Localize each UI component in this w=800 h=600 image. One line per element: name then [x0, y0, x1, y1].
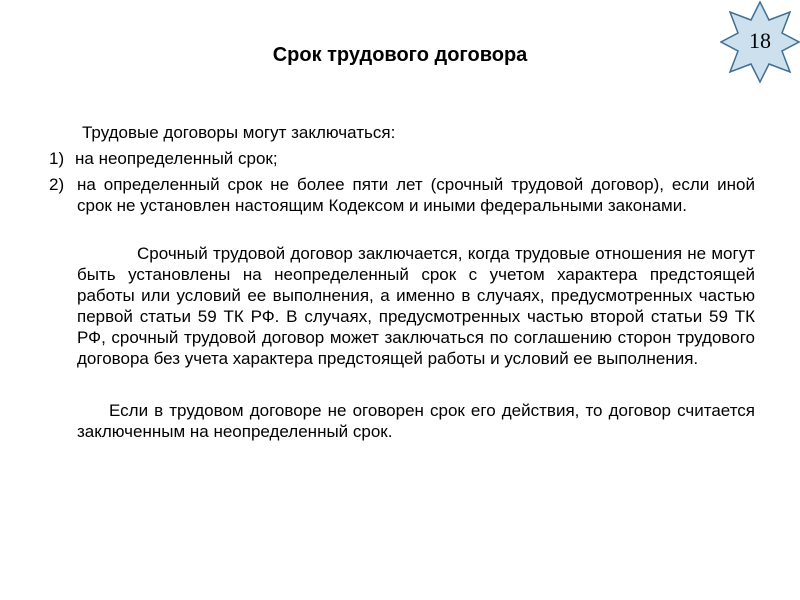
slide-body — [49, 122, 755, 442]
list-item-number: 1) — [49, 149, 65, 168]
intro-text: Трудовые договоры могут заключаться: — [82, 123, 396, 142]
list-item — [49, 148, 755, 169]
slide-number: 18 — [749, 28, 771, 53]
list-item-text: на неопределенный срок; — [75, 149, 278, 168]
paragraph-indefinite-term: Если в трудовом договоре не оговорен срок его действия, то договор считается заключенным на неопределенный срок. — [77, 401, 755, 441]
list-item-text: на определенный срок не более пяти лет (срочный трудовой договор), если иной срок не установлен настоящим Кодексом и иными федеральными законами. — [77, 175, 755, 215]
slide-title: Срок трудового договора — [272, 44, 528, 66]
paragraph-fixed-term-contract: Срочный трудовой договор заключается, когда трудовые отношения не могут быть установлены на неопределенный срок с учетом характера предстоящей работы или условий ее выполнения, а именно в случаях, предусмотренных частью первой статьи 59 ТК РФ. В случаях, предусмотренных частью второй статьи 59 ТК РФ, срочный трудовой договор может заключаться по соглашению сторон трудового договора без учета характера предстоящей работы и условий ее выполнения. — [77, 244, 755, 368]
list-item-number: 2) — [49, 175, 65, 194]
slide-number-badge — [720, 0, 800, 84]
list-item — [49, 174, 755, 216]
